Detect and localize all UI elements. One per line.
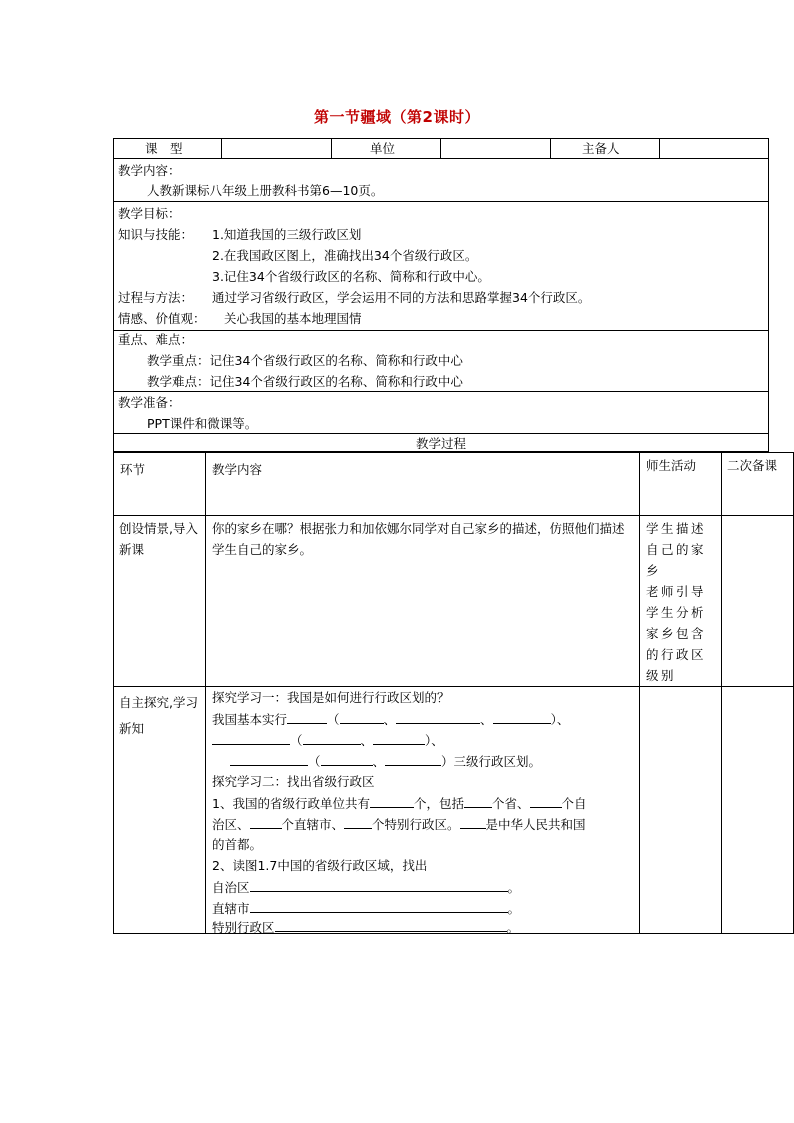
blank[interactable] [530, 793, 562, 808]
row-divider [113, 330, 769, 331]
process-section-title: 教学过程 [415, 436, 466, 451]
col-divider [331, 138, 332, 158]
autonomous-region-line: 自治区 。 [212, 877, 520, 898]
auto-label: 自治区 [212, 880, 250, 895]
q1-text: 个，包括 [413, 796, 464, 811]
blank[interactable] [287, 709, 327, 724]
blank[interactable] [303, 730, 361, 745]
col-divider [659, 138, 660, 158]
blank[interactable] [493, 709, 551, 724]
blank[interactable] [275, 917, 507, 932]
row-divider [113, 158, 769, 159]
blank[interactable] [373, 730, 425, 745]
blank[interactable] [250, 814, 282, 829]
emotion-label: 情感、价值观： [118, 311, 206, 326]
muni-label: 直辖市 [212, 901, 250, 916]
col-divider [721, 452, 722, 934]
content-intro: 你的家乡在哪？根据张力和加依娜尔同学对自己家乡的描述，仿照他们描述学生自己的家乡。 [212, 521, 625, 557]
question2: 2、读图1.7中国的省级行政区域，找出 [212, 858, 428, 873]
question1-line3: 的首都。 [212, 837, 263, 852]
prep-text: PPT课件和微课等。 [147, 416, 258, 431]
col-header-stage: 环节 [120, 462, 146, 477]
municipality-line: 直辖市 。 [212, 898, 520, 919]
col-divider [639, 452, 640, 934]
basic-text: 我国基本实行 [212, 712, 288, 727]
col-header-teacher: 师生活动 [646, 458, 697, 473]
stage-explore: 自主探究,学习新知 [119, 695, 198, 736]
blank[interactable] [460, 814, 486, 829]
col-divider [550, 138, 551, 158]
col-divider [221, 138, 222, 158]
blank[interactable] [396, 709, 480, 724]
inquiry1-line1: 我国基本实行 （ 、 、 ）、 [212, 709, 569, 730]
teacher-activity-intro: 学生描述自己的家乡 老师引导学生分析家乡包含的行政区级别 [646, 521, 707, 683]
q1-text: 个省、 [491, 796, 530, 811]
unit-label: 单位 [370, 141, 396, 156]
emotion-text: 关心我国的基本地理国情 [224, 311, 362, 326]
question1-line2 [212, 814, 586, 835]
col-divider [205, 452, 206, 934]
stage-intro: 创设情景,导入新课 [119, 521, 198, 557]
q1-text: 治区、 [212, 817, 250, 832]
q1-text: 个特别行政区。 [372, 817, 460, 832]
blank[interactable] [464, 793, 492, 808]
goals-label: 教学目标： [118, 206, 181, 221]
row-divider [113, 515, 794, 516]
page-title: 第一节疆域（第2课时） [314, 108, 480, 126]
knowledge-item: 1.知道我国的三级行政区划 [212, 227, 362, 242]
prep-label: 教学准备： [118, 395, 181, 410]
blank[interactable] [250, 898, 508, 913]
three-level-text: 三级行政区划。 [453, 754, 542, 769]
q1-text: 个自 [561, 796, 587, 811]
process-text: 通过学习省级行政区，学会运用不同的方法和思路掌握34个行政区。 [212, 290, 591, 305]
row-divider [113, 686, 794, 687]
sar-label: 特别行政区 [212, 920, 275, 935]
blank[interactable] [212, 730, 290, 745]
q1-text: 1、我国的省级行政单位共有 [212, 796, 370, 811]
blank[interactable] [385, 751, 441, 766]
blank[interactable] [321, 751, 373, 766]
inquiry1-title: 探究学习一：我国是如何进行行政区划的？ [212, 690, 450, 705]
content-text: 人教新课标八年级上册教科书第6—10页。 [147, 183, 384, 198]
col-divider [440, 138, 441, 158]
blank[interactable] [370, 793, 414, 808]
q1-text: 是中华人民共和国 [485, 817, 586, 832]
content-label: 教学内容： [118, 163, 181, 178]
sar-line: 特别行政区 。 [212, 917, 519, 938]
blank[interactable] [250, 877, 508, 892]
difficult-point: 教学难点：记住34个省级行政区的名称、简称和行政中心 [147, 374, 463, 389]
blank[interactable] [230, 751, 308, 766]
preparer-label: 主备人 [582, 141, 620, 156]
knowledge-label: 知识与技能： [118, 227, 194, 242]
question1-line1 [212, 793, 587, 814]
lesson-type-label: 课 型 [145, 141, 183, 156]
key-point: 教学重点：记住34个省级行政区的名称、简称和行政中心 [147, 353, 463, 368]
q1-text: 个直辖市、 [281, 817, 345, 832]
blank[interactable] [344, 814, 372, 829]
process-label: 过程与方法： [118, 290, 194, 305]
inquiry1-line3: （ 、 ）三级行政区划。 [230, 751, 541, 772]
inquiry1-line2: （ 、 ）、 [212, 730, 444, 751]
keypoints-label: 重点、难点： [118, 332, 194, 347]
row-divider [113, 201, 769, 202]
blank[interactable] [340, 709, 384, 724]
knowledge-item: 3.记住34个省级行政区的名称、简称和行政中心。 [212, 269, 490, 284]
knowledge-item: 2.在我国政区图上，准确找出34个省级行政区。 [212, 248, 478, 263]
col-header-content: 教学内容 [212, 462, 263, 477]
inquiry2-title: 探究学习二：找出省级行政区 [212, 774, 375, 789]
col-header-second: 二次备课 [727, 458, 778, 473]
